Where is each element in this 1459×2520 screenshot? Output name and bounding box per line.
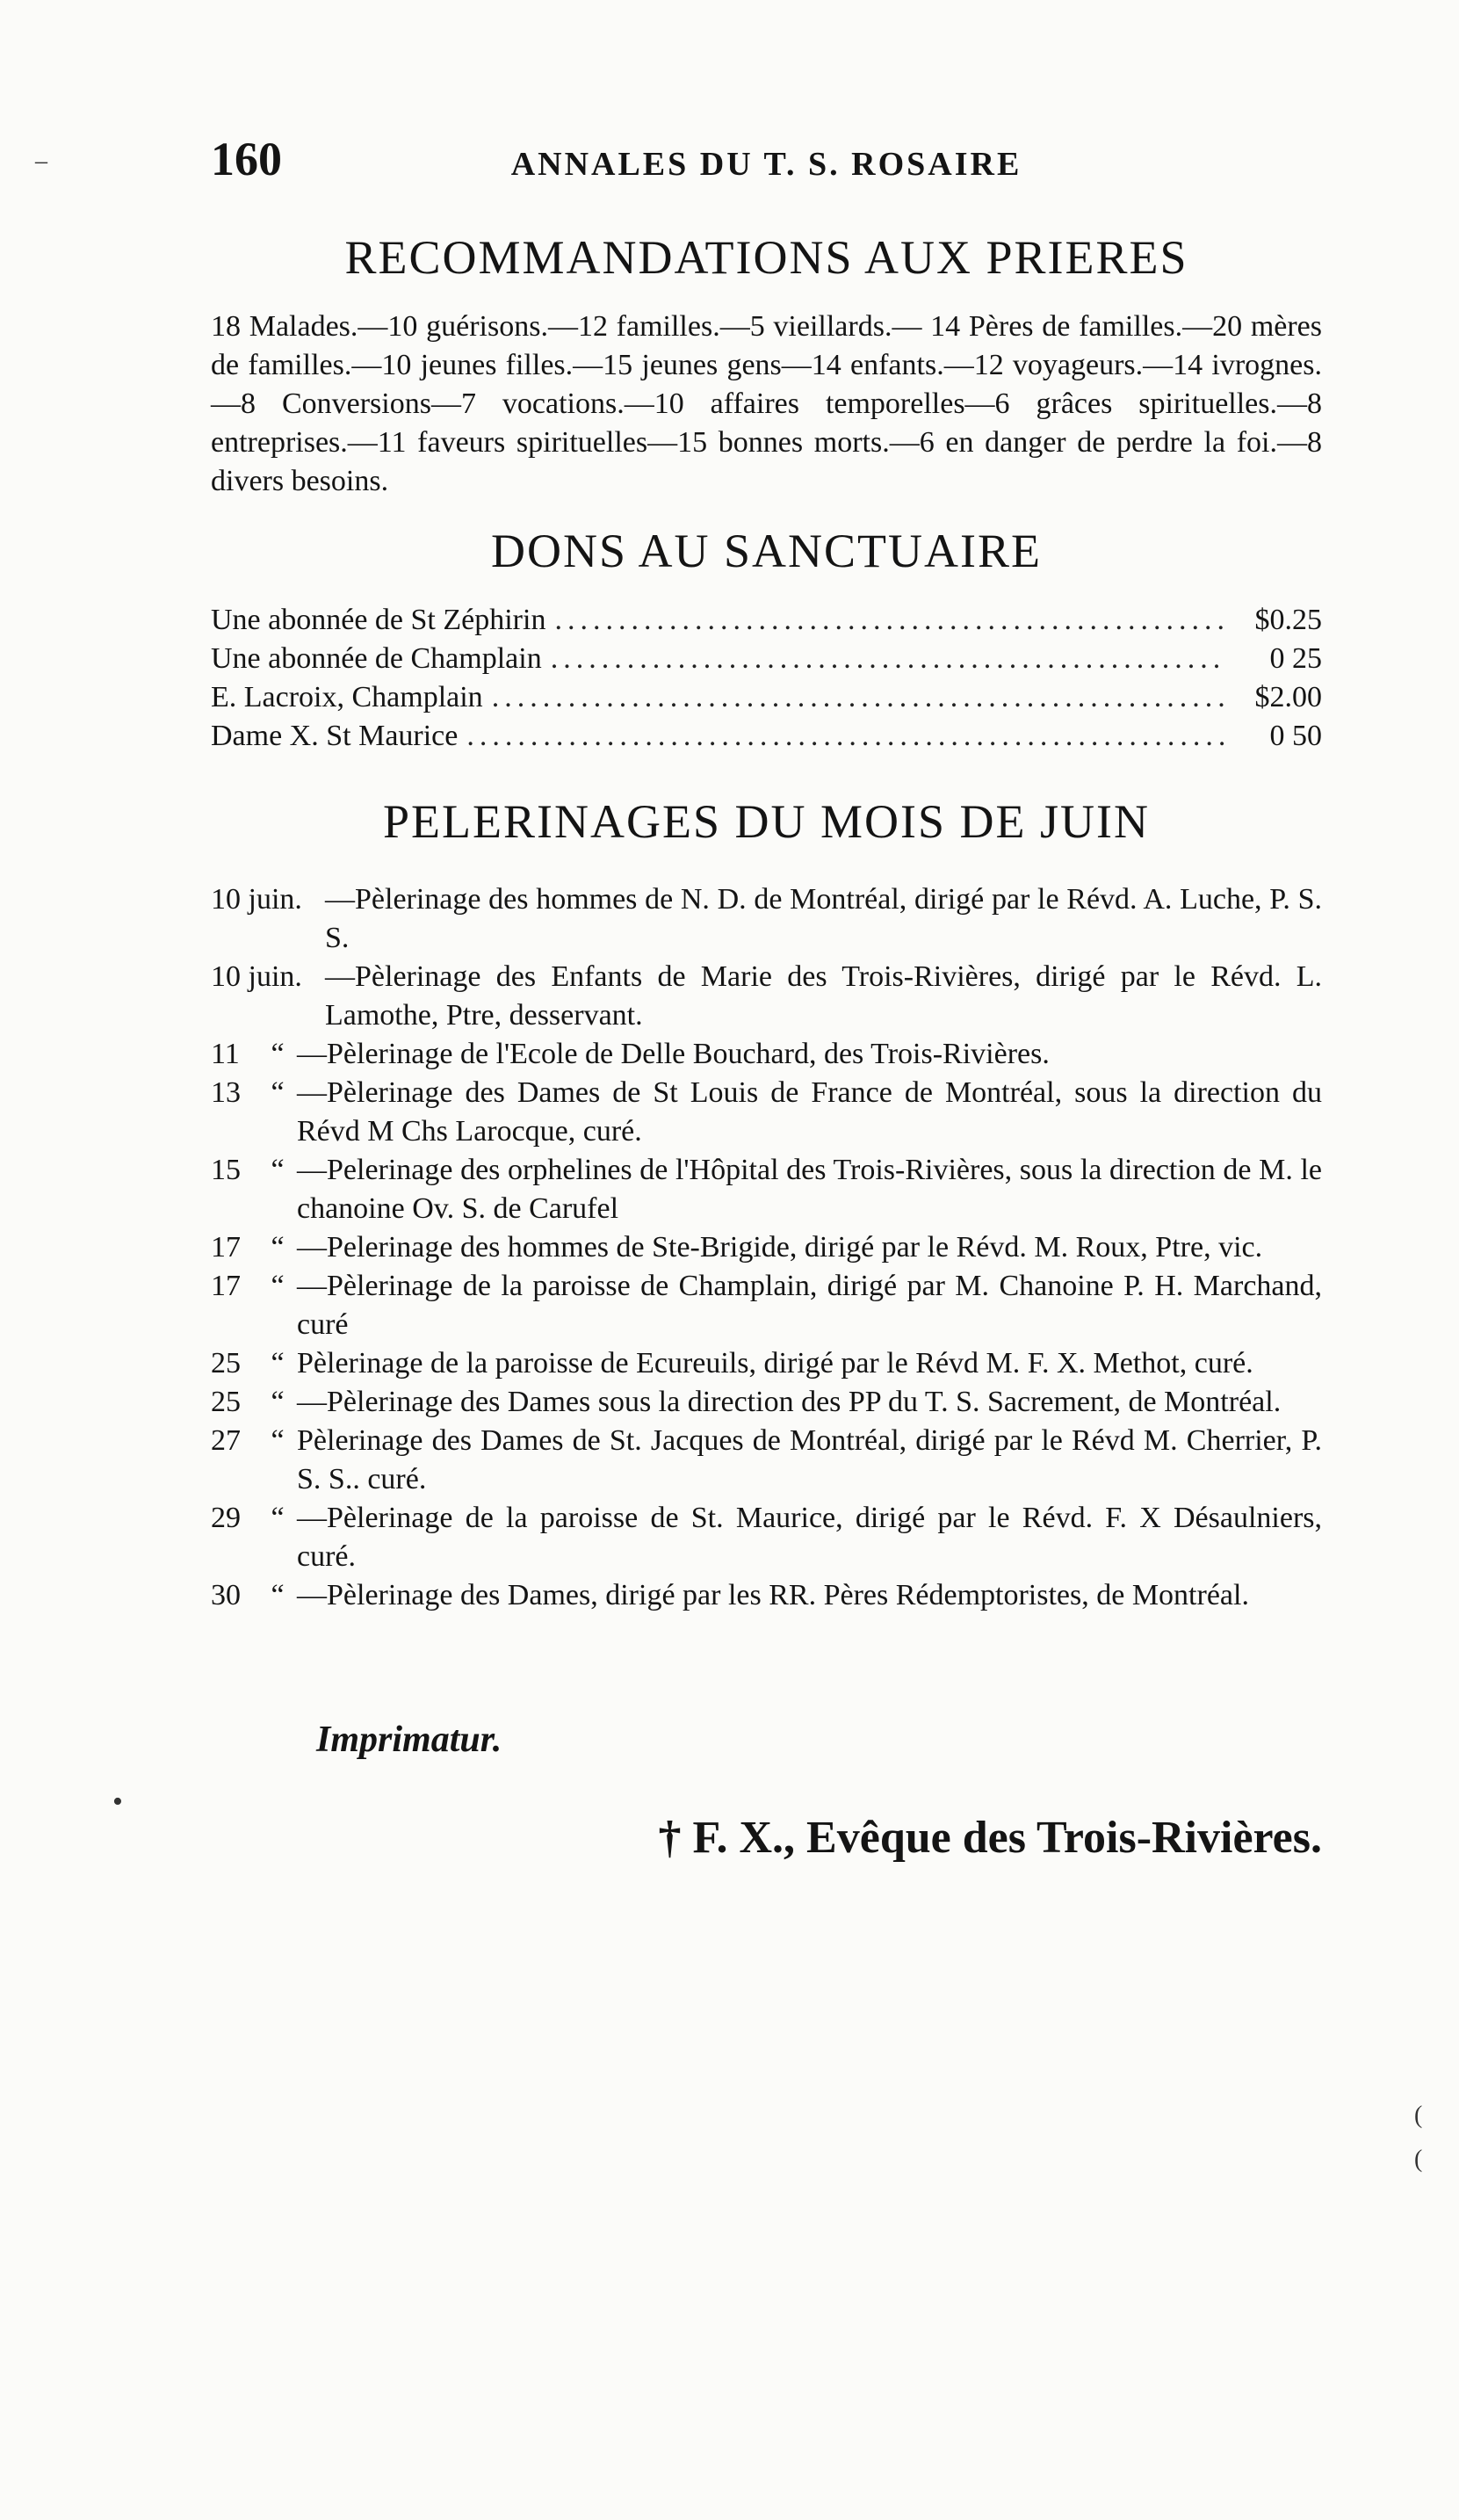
dons-list <box>211 601 1322 756</box>
donor-name: Dame X. St Maurice <box>211 720 459 752</box>
don-row <box>211 601 1322 640</box>
donor-name: Une abonnée de St Zéphirin <box>211 604 546 636</box>
margin-bullet: • <box>112 1785 123 1818</box>
ditto-mark: “ <box>271 1038 285 1070</box>
margin-dash: – <box>35 148 47 175</box>
pilgrimage-entry <box>211 1267 1322 1344</box>
pilgrimage-entry <box>211 1074 1322 1151</box>
entry-date: 29 <box>211 1502 241 1534</box>
entry-date: 17 <box>211 1270 241 1302</box>
entry-text: —Pèlerinage de la paroisse de Champlain, dirigé par M. Chanoine P. H. Marchand, curé <box>297 1270 1322 1341</box>
journal-title: ANNALES DU T. S. ROSAIRE <box>510 146 1022 183</box>
entry-text: —Pèlerinage de l'Ecole de Delle Bouchard, des Trois-Rivières. <box>297 1038 1050 1070</box>
pilgrimage-entry <box>211 1576 1322 1615</box>
pilgrimage-entry <box>211 1383 1322 1422</box>
page <box>211 132 1322 1864</box>
entry-text: —Pelerinage des orphelines de l'Hôpital des Trois-Rivières, sous la direction de M. le chanoine Ov. S. de Carufel <box>297 1154 1322 1225</box>
dot-leader <box>551 640 1225 678</box>
bishop-signature: † F. X., Evêque des Trois-Rivières. <box>658 1813 1322 1863</box>
pilgrimage-entry <box>211 1499 1322 1576</box>
pilgrimage-entry <box>211 880 1322 958</box>
don-row <box>211 640 1322 678</box>
ditto-mark: “ <box>271 1424 285 1457</box>
pilgrimage-entry <box>211 1422 1322 1499</box>
donation-amount: 0 50 <box>1269 720 1322 752</box>
donation-amount: 0 25 <box>1269 642 1322 675</box>
imprimatur: Imprimatur. <box>316 1720 502 1760</box>
dons-heading: DONS AU SANCTUAIRE <box>490 525 1043 577</box>
ditto-mark: “ <box>271 1386 285 1418</box>
entry-date: 17 <box>211 1231 241 1264</box>
dot-leader <box>466 717 1225 756</box>
dot-leader <box>492 678 1225 717</box>
don-row <box>211 717 1322 756</box>
ditto-mark: “ <box>271 1076 285 1109</box>
donor-name: E. Lacroix, Champlain <box>211 681 483 713</box>
entry-date: 13 <box>211 1076 241 1109</box>
entry-text: —Pèlerinage des Enfants de Marie des Trois-Rivières, dirigé par le Révd. L. Lamothe, Ptre, desservant. <box>325 960 1322 1032</box>
pilgrimage-entry <box>211 1151 1322 1228</box>
margin-parenthesis: ( <box>1414 2102 1423 2129</box>
entry-date: 25 <box>211 1386 241 1418</box>
donor-name: Une abonnée de Champlain <box>211 642 542 675</box>
donation-amount: $2.00 <box>1254 681 1322 713</box>
entry-date: 27 <box>211 1424 241 1457</box>
entry-text: —Pèlerinage de la paroisse de St. Maurice, dirigé par le Révd. F. X Désaulniers, curé. <box>297 1502 1322 1573</box>
pilgrimage-entry <box>211 958 1322 1035</box>
pilgrimage-entry <box>211 1228 1322 1267</box>
ditto-mark: “ <box>271 1270 285 1302</box>
entry-date: 11 <box>211 1038 240 1070</box>
ditto-mark: “ <box>271 1502 285 1534</box>
page-number: 160 <box>211 133 282 185</box>
ditto-mark: “ <box>271 1154 285 1186</box>
recommandations-heading: RECOMMANDATIONS AUX PRIERES <box>344 231 1188 284</box>
recommandations-text: 18 Malades.—10 guérisons.—12 familles.—5 vieillards.— 14 Pères de familles.—20 mères de familles.—10 jeunes filles.—15 jeunes gens—14 enfants.—12 voyageurs.—14 ivrognes.—8 Conversions—7 vocations.—10 affaires temporelles—6 grâces spirituelles.—8 entreprises.—11 faveurs spirituelles—15 bonnes morts.—6 en danger de perdre la foi.—8 divers besoins. <box>211 310 1322 497</box>
entry-date: 25 <box>211 1347 241 1379</box>
entry-date: 15 <box>211 1154 241 1186</box>
entry-text: —Pèlerinage des hommes de N. D. de Montréal, dirigé par le Révd. A. Luche, P. S. S. <box>325 883 1322 954</box>
entry-text: —Pèlerinage des Dames de St Louis de France de Montréal, sous la direction du Révd M Chs Larocque, curé. <box>297 1076 1322 1148</box>
entry-date: 30 <box>211 1579 241 1611</box>
pilgrimage-entry <box>211 1344 1322 1383</box>
donation-amount: $0.25 <box>1254 604 1322 636</box>
entry-date: 10 juin. <box>211 960 302 993</box>
ditto-mark: “ <box>271 1231 285 1264</box>
entry-text: —Pelerinage des hommes de Ste-Brigide, dirigé par le Révd. M. Roux, Ptre, vic. <box>297 1231 1263 1264</box>
dot-leader <box>554 601 1225 640</box>
don-row <box>211 678 1322 717</box>
entry-date: 10 juin. <box>211 883 302 916</box>
entry-text: —Pèlerinage des Dames, dirigé par les RR. Pères Rédemptoristes, de Montréal. <box>297 1579 1249 1611</box>
pelerinages-list <box>211 880 1322 1615</box>
pilgrimage-entry <box>211 1035 1322 1074</box>
ditto-mark: “ <box>271 1347 285 1379</box>
entry-text: —Pèlerinage des Dames sous la direction des PP du T. S. Sacrement, de Montréal. <box>297 1386 1282 1418</box>
entry-text: Pèlerinage de la paroisse de Ecureuils, dirigé par le Révd M. F. X. Methot, curé. <box>297 1347 1253 1379</box>
margin-parenthesis: ( <box>1414 2146 1423 2173</box>
pelerinages-heading: PELERINAGES DU MOIS DE JUIN <box>383 795 1150 848</box>
entry-text: Pèlerinage des Dames de St. Jacques de Montréal, dirigé par le Révd M. Cherrier, P. S. S.. curé. <box>297 1424 1322 1495</box>
running-head <box>211 132 1322 195</box>
ditto-mark: “ <box>271 1579 285 1611</box>
